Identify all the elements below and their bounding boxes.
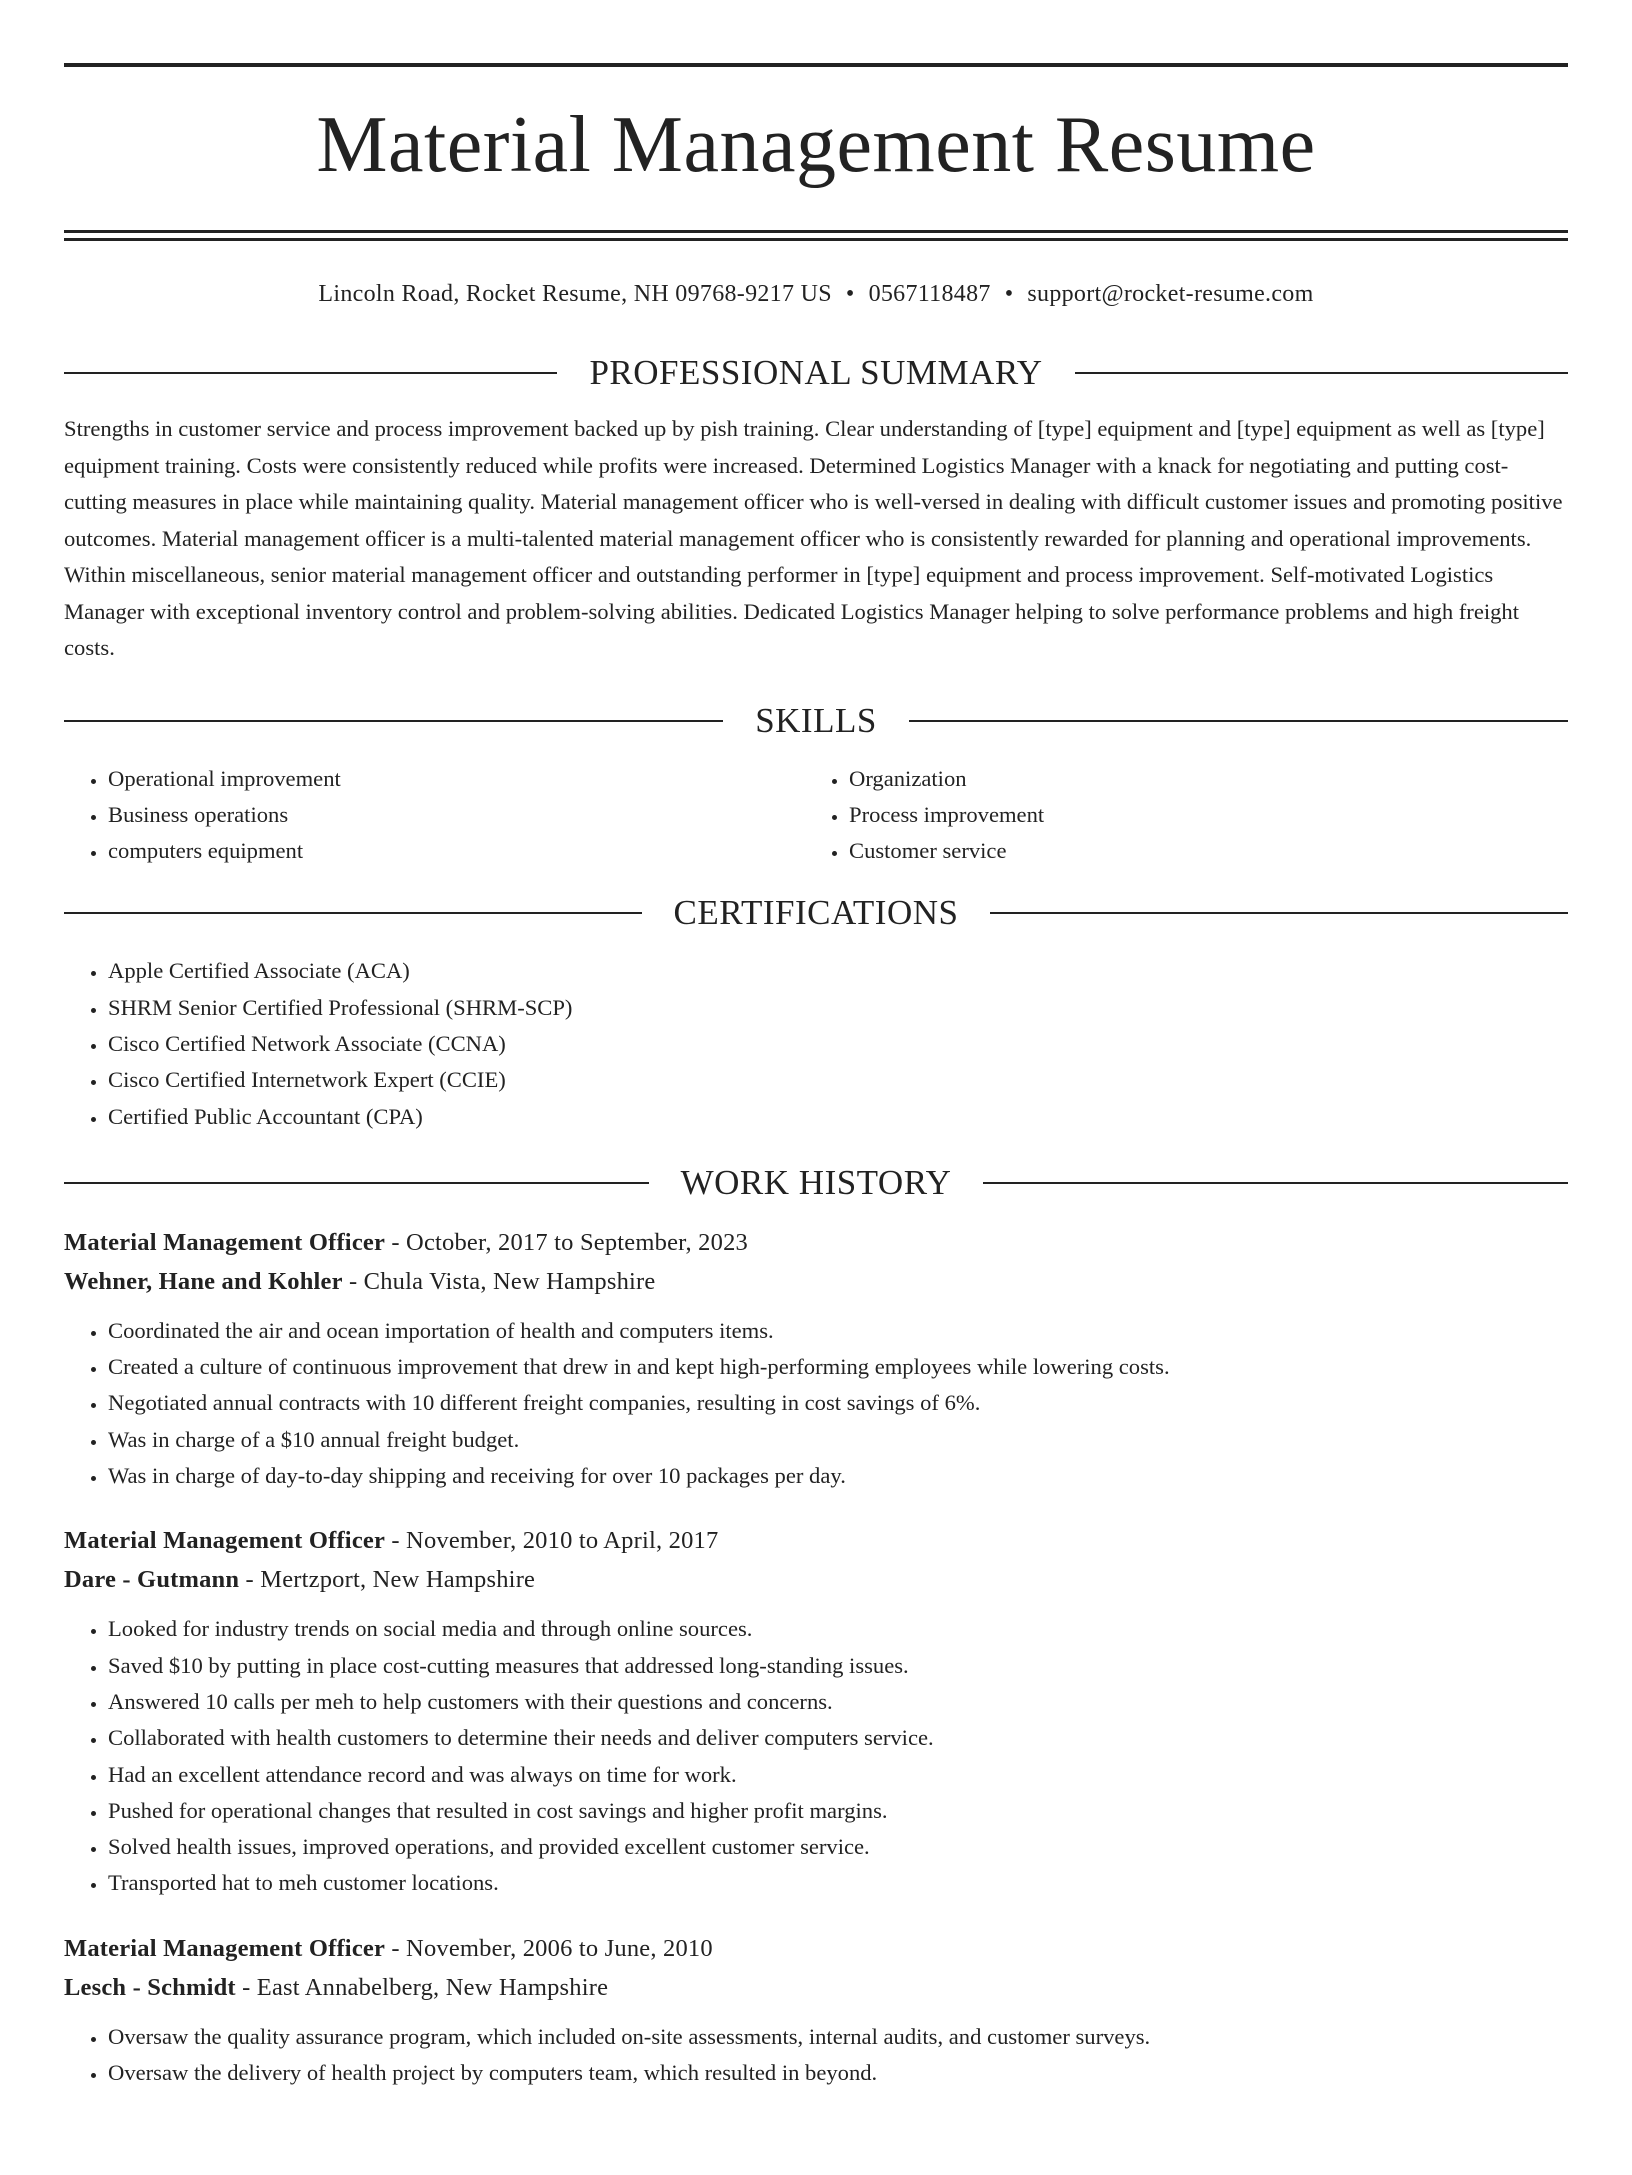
certification-item: • Apple Certified Associate (ACA) xyxy=(108,953,1568,989)
contact-line xyxy=(64,279,1568,309)
job-bullet: • Solved health issues, improved operations, and provided excellent customer service. xyxy=(108,1829,1568,1865)
contact-separator: • xyxy=(1004,281,1014,307)
job-bullets xyxy=(64,1313,1568,1494)
contact-separator: • xyxy=(845,281,855,307)
job-company-line xyxy=(64,1968,1568,2007)
heading-rule xyxy=(983,1182,1568,1184)
section-title: PROFESSIONAL SUMMARY xyxy=(589,353,1043,392)
heading-rule xyxy=(64,372,557,374)
job-bullet: • Pushed for operational changes that resulted in cost savings and higher profit margins. xyxy=(108,1793,1568,1829)
job-bullet: • Answered 10 calls per meh to help customers with their questions and concerns. xyxy=(108,1684,1568,1720)
resume-title: Material Management Resume xyxy=(316,101,1316,189)
job-company: Dare - Gutmann xyxy=(64,1566,240,1594)
job-bullet: • Saved $10 by putting in place cost-cutting measures that addressed long-standing issues. xyxy=(108,1648,1568,1684)
job-company-line xyxy=(64,1560,1568,1599)
job-title: Material Management Officer xyxy=(64,1527,386,1555)
job-bullet: • Looked for industry trends on social media and through online sources. xyxy=(108,1611,1568,1647)
certification-item: • Cisco Certified Network Associate (CCNA) xyxy=(108,1026,1568,1062)
section-heading-certifications xyxy=(64,893,1568,933)
job-bullet: • Was in charge of a $10 annual freight budget. xyxy=(108,1422,1568,1458)
job-entry xyxy=(64,1223,1568,1494)
section-heading-summary xyxy=(64,353,1568,393)
job-bullets xyxy=(64,1611,1568,1901)
job-bullet: • Coordinated the air and ocean importation of health and computers items. xyxy=(108,1313,1568,1349)
job-bullet: • Collaborated with health customers to determine their needs and deliver computers service. xyxy=(108,1720,1568,1756)
skill-item: • Business operations xyxy=(108,797,805,833)
contact-address: Lincoln Road, Rocket Resume, NH 09768-9217 US xyxy=(318,281,832,307)
heading-rule xyxy=(64,1182,649,1184)
section-title: WORK HISTORY xyxy=(680,1162,952,1202)
skill-item: • computers equipment xyxy=(108,833,805,869)
job-bullet: • Was in charge of day-to-day shipping and receiving for over 10 packages per day. xyxy=(108,1458,1568,1494)
job-title-line xyxy=(64,1223,1568,1262)
job-location: - Chula Vista, New Hampshire xyxy=(342,1267,656,1295)
top-rule xyxy=(64,63,1568,67)
job-bullets xyxy=(64,2019,1568,2092)
heading-rule xyxy=(64,912,642,914)
job-bullet: • Negotiated annual contracts with 10 different freight companies, resulting in cost savings of 6%. xyxy=(108,1385,1568,1421)
job-company: Wehner, Hane and Kohler xyxy=(64,1267,343,1295)
job-dates: - October, 2017 to September, 2023 xyxy=(385,1228,748,1256)
section-title: CERTIFICATIONS xyxy=(673,893,959,933)
job-entry xyxy=(64,1929,1568,2092)
heading-rule xyxy=(1075,372,1568,374)
skill-item: • Customer service xyxy=(849,833,1546,869)
job-bullet: • Had an excellent attendance record and was always on time for work. xyxy=(108,1757,1568,1793)
skills-column-left xyxy=(64,761,805,870)
certification-item: • Cisco Certified Internetwork Expert (CCIE) xyxy=(108,1062,1568,1098)
heading-rule xyxy=(64,720,723,722)
section-heading-work-history xyxy=(64,1163,1568,1203)
skill-item: • Organization xyxy=(849,761,1546,797)
job-dates: - November, 2006 to June, 2010 xyxy=(385,1934,713,1962)
heading-rule xyxy=(990,912,1568,914)
contact-phone: 0567118487 xyxy=(868,281,991,307)
job-location: - Mertzport, New Hampshire xyxy=(239,1566,536,1594)
job-company-line xyxy=(64,1262,1568,1301)
job-bullet: • Oversaw the delivery of health project by computers team, which resulted in beyond. xyxy=(108,2055,1568,2091)
certification-item: • Certified Public Accountant (CPA) xyxy=(108,1099,1568,1135)
certification-item: • SHRM Senior Certified Professional (SHRM-SCP) xyxy=(108,990,1568,1026)
skill-item: • Operational improvement xyxy=(108,761,805,797)
job-title: Material Management Officer xyxy=(64,1934,386,1962)
job-bullet: • Transported hat to meh customer locations. xyxy=(108,1865,1568,1901)
job-bullet: • Created a culture of continuous improvement that drew in and kept high-performing employees while lowering costs. xyxy=(108,1349,1568,1385)
job-entry xyxy=(64,1521,1568,1901)
job-company: Lesch - Schmidt xyxy=(64,1973,236,2001)
skills-grid xyxy=(64,761,1568,870)
job-dates: - November, 2010 to April, 2017 xyxy=(385,1527,719,1555)
job-title-line xyxy=(64,1521,1568,1560)
skills-column-right xyxy=(805,761,1546,870)
skill-item: • Process improvement xyxy=(849,797,1546,833)
summary-text: Strengths in customer service and process improvement backed up by pish training. Clear understanding of [type] equipment and [type] equipment as well as [type] equipment training. Costs were consistently reduced while profits were increased. Determined Logistics Manager with a knack for negotiating and putting cost-cutting measures in place while maintaining quality. Material management officer who is well-versed in dealing with difficult customer issues and promoting positive outcomes. Material management officer is a multi-talented material management officer who is consistently rewarded for planning and operational improvements. Within miscellaneous, senior material management officer and outstanding performer in [type] equipment and process improvement. Self-motivated Logistics Manager with exceptional inventory control and problem-solving abilities. Dedicated Logistics Manager helping to solve performance problems and high freight costs. xyxy=(64,416,1563,660)
job-bullet: • Oversaw the quality assurance program, which included on-site assessments, internal audits, and customer surveys. xyxy=(108,2019,1568,2055)
contact-email: support@rocket-resume.com xyxy=(1027,281,1314,307)
job-title: Material Management Officer xyxy=(64,1228,386,1256)
section-heading-skills xyxy=(64,701,1568,741)
title-double-rule xyxy=(64,230,1568,241)
certifications-list xyxy=(64,953,1568,1134)
section-title: SKILLS xyxy=(755,700,877,740)
resume-page xyxy=(0,63,1632,2175)
job-location: - East Annabelberg, New Hampshire xyxy=(235,1973,609,2001)
job-title-line xyxy=(64,1929,1568,1968)
heading-rule xyxy=(909,720,1568,722)
